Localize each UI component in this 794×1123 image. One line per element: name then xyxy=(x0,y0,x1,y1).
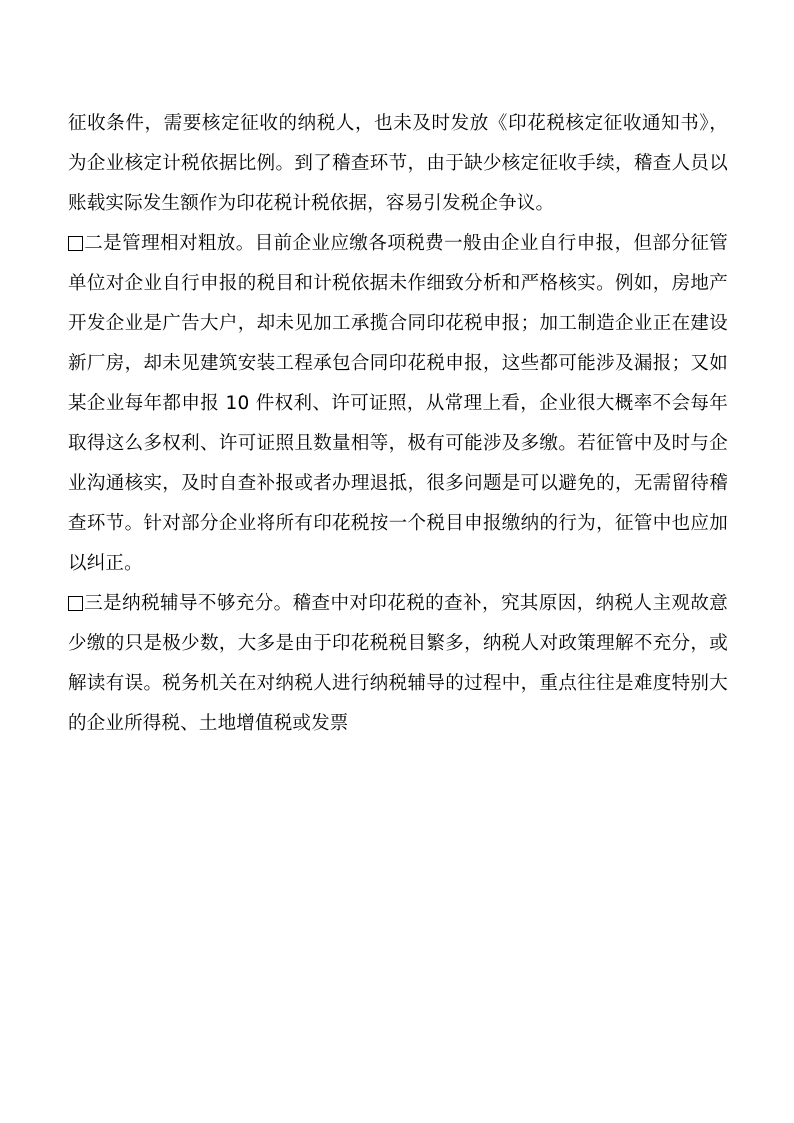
empty-box-icon xyxy=(68,596,83,611)
paragraph-3 xyxy=(68,584,728,744)
document-body xyxy=(68,104,728,744)
paragraph-2 xyxy=(68,224,728,584)
paragraph-1 xyxy=(68,104,728,224)
paragraph-2-text: 二是管理相对粗放。目前企业应缴各项税费一般由企业自行申报，但部分征管单位对企业自行申报的税目和计税依据未作细致分析和严格核实。例如，房地产开发企业是广告大户，却未见加工承揽合同印花税申报；加工制造企业正在建设新厂房，却未见建筑安装工程承包合同印花税申报，这些都可能涉及漏报；又如某企业每年都申报 10 件权利、许可证照，从常理上看，企业很大概率不会每年取得这么多权利、许可证照且数量相等，极有可能涉及多缴。若征管中及时与企业沟通核实，及时自查补报或者办理退抵，很多问题是可以避免的，无需留待稽查环节。针对部分企业将所有印花税按一个税目申报缴纳的行为，征管中也应加以纠正。 xyxy=(68,233,728,574)
paragraph-3-text: 三是纳税辅导不够充分。稽查中对印花税的查补，究其原因，纳税人主观故意少缴的只是极少数，大多是由于印花税税目繁多，纳税人对政策理解不充分，或解读有误。税务机关在对纳税人进行纳税辅导的过程中，重点往往是难度特别大的企业所得税、土地增值税或发票 xyxy=(68,593,728,734)
empty-box-icon xyxy=(68,236,83,251)
paragraph-1-text: 征收条件，需要核定征收的纳税人，也未及时发放《印花税核定征收通知书》，为企业核定计税依据比例。到了稽查环节，由于缺少核定征收手续，稽查人员以账载实际发生额作为印花税计税依据，容易引发税企争议。 xyxy=(68,113,728,214)
